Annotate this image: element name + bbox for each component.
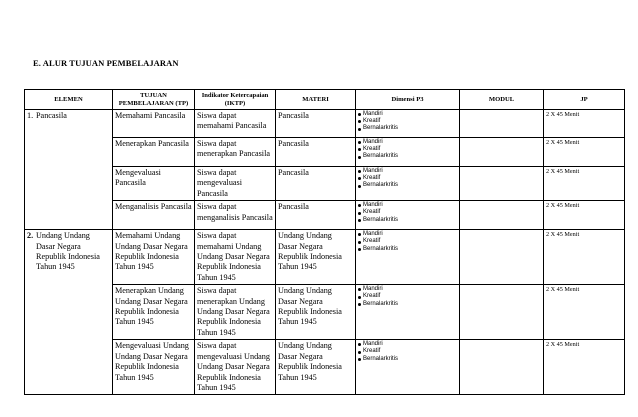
- dimensi-item: [358, 153, 457, 160]
- dimensi-label: Mandiri: [363, 168, 383, 174]
- bullet-icon: [358, 120, 361, 123]
- dimensi-label: Kreatif: [363, 348, 381, 355]
- dimensi-item: [358, 182, 457, 189]
- dimensi-label: Mandiri: [363, 341, 383, 348]
- materi-cell: Undang Undang Dasar Negara Republik Indonesia Tahun 1945: [276, 340, 356, 395]
- dimensi-cell: [356, 285, 460, 340]
- elemen-number: 2.: [27, 231, 34, 241]
- dimensi-label: Bernalarkritis: [363, 153, 399, 160]
- modul-cell: [460, 138, 544, 167]
- dimensi-label: Bernalarkritis: [363, 245, 399, 252]
- jp-cell: 2 X 45 Menit: [544, 138, 625, 167]
- bullet-icon: [358, 156, 361, 159]
- column-header-jp: JP: [544, 90, 625, 110]
- elemen-cell: [25, 230, 113, 395]
- materi-cell: Pancasila: [276, 201, 356, 230]
- column-header-tp: TUJUAN PEMBELAJARAN (TP): [113, 90, 195, 110]
- bullet-icon: [358, 303, 361, 306]
- dimensi-item: [358, 231, 457, 238]
- table-row: [25, 230, 625, 285]
- dimensi-list: [358, 231, 457, 253]
- dimensi-cell: [356, 230, 460, 285]
- iktp-cell: Siswa dapat memahami Undang Undang Dasar Negara Republik Indonesia Tahun 1945: [195, 230, 276, 285]
- dimensi-label: Kreatif: [363, 175, 381, 182]
- jp-cell: 2 X 45 Menit: [544, 285, 625, 340]
- table-row: [25, 201, 625, 230]
- dimensi-label: Kreatif: [363, 118, 381, 125]
- bullet-icon: [358, 241, 361, 244]
- dimensi-item: [358, 125, 457, 132]
- dimensi-item: [358, 175, 457, 182]
- dimensi-label: Bernalarkritis: [363, 125, 399, 132]
- dimensi-label: Kreatif: [363, 293, 381, 300]
- bullet-icon: [358, 170, 361, 173]
- dimensi-label: Mandiri: [363, 231, 383, 238]
- modul-cell: [460, 285, 544, 340]
- elemen-number: 1.: [27, 111, 34, 120]
- bullet-icon: [358, 296, 361, 299]
- dimensi-list: [358, 111, 457, 133]
- dimensi-cell: [356, 110, 460, 138]
- bullet-icon: [358, 219, 361, 222]
- materi-cell: Pancasila: [276, 138, 356, 167]
- iktp-cell: Siswa dapat menerapkan Undang Undang Dasar Negara Republik Indonesia Tahun 1945: [195, 285, 276, 340]
- dimensi-item: [358, 238, 457, 245]
- dimensi-item: [358, 111, 457, 118]
- dimensi-label: Bernalarkritis: [363, 216, 399, 223]
- bullet-icon: [358, 148, 361, 151]
- table-row: [25, 340, 625, 395]
- tp-cell: Memahami Undang Undang Dasar Negara Republik Indonesia Tahun 1945: [113, 230, 195, 285]
- dimensi-label: Mandiri: [363, 286, 383, 293]
- bullet-icon: [358, 177, 361, 180]
- elemen-cell: [25, 110, 113, 230]
- bullet-icon: [358, 141, 361, 144]
- column-header-dimensi: Dimensi P3: [356, 90, 460, 110]
- column-header-iktp: Indikator Ketercapaian (IKTP): [195, 90, 276, 110]
- dimensi-item: [358, 286, 457, 293]
- tp-cell: Memahami Pancasila: [113, 110, 195, 138]
- materi-cell: Undang Undang Dasar Negara Republik Indonesia Tahun 1945: [276, 285, 356, 340]
- jp-cell: 2 X 45 Menit: [544, 201, 625, 230]
- bullet-icon: [358, 185, 361, 188]
- dimensi-item: [358, 146, 457, 153]
- tp-cell: Menerapkan Pancasila: [113, 138, 195, 167]
- dimensi-item: [358, 168, 457, 175]
- materi-cell: Undang Undang Dasar Negara Republik Indonesia Tahun 1945: [276, 230, 356, 285]
- column-header-materi: MATERI: [276, 90, 356, 110]
- dimensi-list: [358, 202, 457, 224]
- dimensi-label: Kreatif: [363, 238, 381, 245]
- dimensi-item: [358, 293, 457, 300]
- tp-cell: Mengevaluasi Pancasila: [113, 167, 195, 201]
- materi-cell: Pancasila: [276, 110, 356, 138]
- jp-cell: 2 X 45 Menit: [544, 230, 625, 285]
- section-heading: E. ALUR TUJUAN PEMBELAJARAN: [33, 58, 179, 68]
- dimensi-label: Mandiri: [363, 111, 383, 117]
- dimensi-cell: [356, 201, 460, 230]
- dimensi-list: [358, 341, 457, 363]
- dimensi-item: [358, 139, 457, 146]
- modul-cell: [460, 110, 544, 138]
- dimensi-item: [358, 202, 457, 209]
- table-header-row: [25, 90, 625, 110]
- bullet-icon: [358, 248, 361, 251]
- column-header-modul: MODUL: [460, 90, 544, 110]
- table-row: [25, 110, 625, 138]
- tp-cell: Mengevaluasi Undang Undang Dasar Negara Republik Indonesia Tahun 1945: [113, 340, 195, 395]
- learning-flow-table: [24, 89, 625, 395]
- table-row: [25, 167, 625, 201]
- iktp-cell: Siswa dapat menerapkan Pancasila: [195, 138, 276, 167]
- column-header-elemen: ELEMEN: [25, 90, 113, 110]
- tp-cell: Menerapkan Undang Undang Dasar Negara Republik Indonesia Tahun 1945: [113, 285, 195, 340]
- bullet-icon: [358, 288, 361, 291]
- modul-cell: [460, 340, 544, 395]
- modul-cell: [460, 167, 544, 201]
- table-body: [25, 110, 625, 395]
- dimensi-label: Mandiri: [363, 139, 383, 145]
- dimensi-item: [358, 217, 457, 224]
- jp-cell: 2 X 45 Menit: [544, 167, 625, 201]
- dimensi-item: [358, 301, 457, 308]
- dimensi-label: Bernalarkritis: [363, 182, 399, 189]
- dimensi-item: [358, 118, 457, 125]
- dimensi-item: [358, 246, 457, 253]
- jp-cell: 2 X 45 Menit: [544, 110, 625, 138]
- iktp-cell: Siswa dapat mengevaluasi Pancasila: [195, 167, 276, 201]
- bullet-icon: [358, 204, 361, 207]
- bullet-icon: [358, 343, 361, 346]
- dimensi-label: Mandiri: [363, 202, 383, 209]
- dimensi-cell: [356, 340, 460, 395]
- bullet-icon: [358, 128, 361, 131]
- table-row: [25, 138, 625, 167]
- bullet-icon: [358, 212, 361, 215]
- tp-cell: Menganalisis Pancasila: [113, 201, 195, 230]
- bullet-icon: [358, 113, 361, 116]
- dimensi-item: [358, 341, 457, 348]
- elemen-name: Undang Undang Dasar Negara Republik Indonesia Tahun 1945: [36, 231, 100, 272]
- dimensi-label: Bernalarkritis: [363, 355, 399, 362]
- dimensi-list: [358, 168, 457, 190]
- dimensi-item: [358, 356, 457, 363]
- modul-cell: [460, 201, 544, 230]
- modul-cell: [460, 230, 544, 285]
- iktp-cell: Siswa dapat menganalisis Pancasila: [195, 201, 276, 230]
- dimensi-item: [358, 348, 457, 355]
- iktp-cell: Siswa dapat mengevaluasi Undang Undang Dasar Negara Republik Indonesia Tahun 1945: [195, 340, 276, 395]
- jp-cell: 2 X 45 Menit: [544, 340, 625, 395]
- dimensi-item: [358, 209, 457, 216]
- bullet-icon: [358, 233, 361, 236]
- iktp-cell: Siswa dapat memahami Pancasila: [195, 110, 276, 138]
- table-row: [25, 285, 625, 340]
- dimensi-cell: [356, 167, 460, 201]
- dimensi-cell: [356, 138, 460, 167]
- materi-cell: Pancasila: [276, 167, 356, 201]
- dimensi-label: Kreatif: [363, 209, 381, 216]
- bullet-icon: [358, 351, 361, 354]
- dimensi-list: [358, 139, 457, 161]
- dimensi-list: [358, 286, 457, 308]
- dimensi-label: Kreatif: [363, 146, 381, 153]
- elemen-name: Pancasila: [36, 111, 67, 120]
- bullet-icon: [358, 358, 361, 361]
- dimensi-label: Bernalarkritis: [363, 300, 399, 307]
